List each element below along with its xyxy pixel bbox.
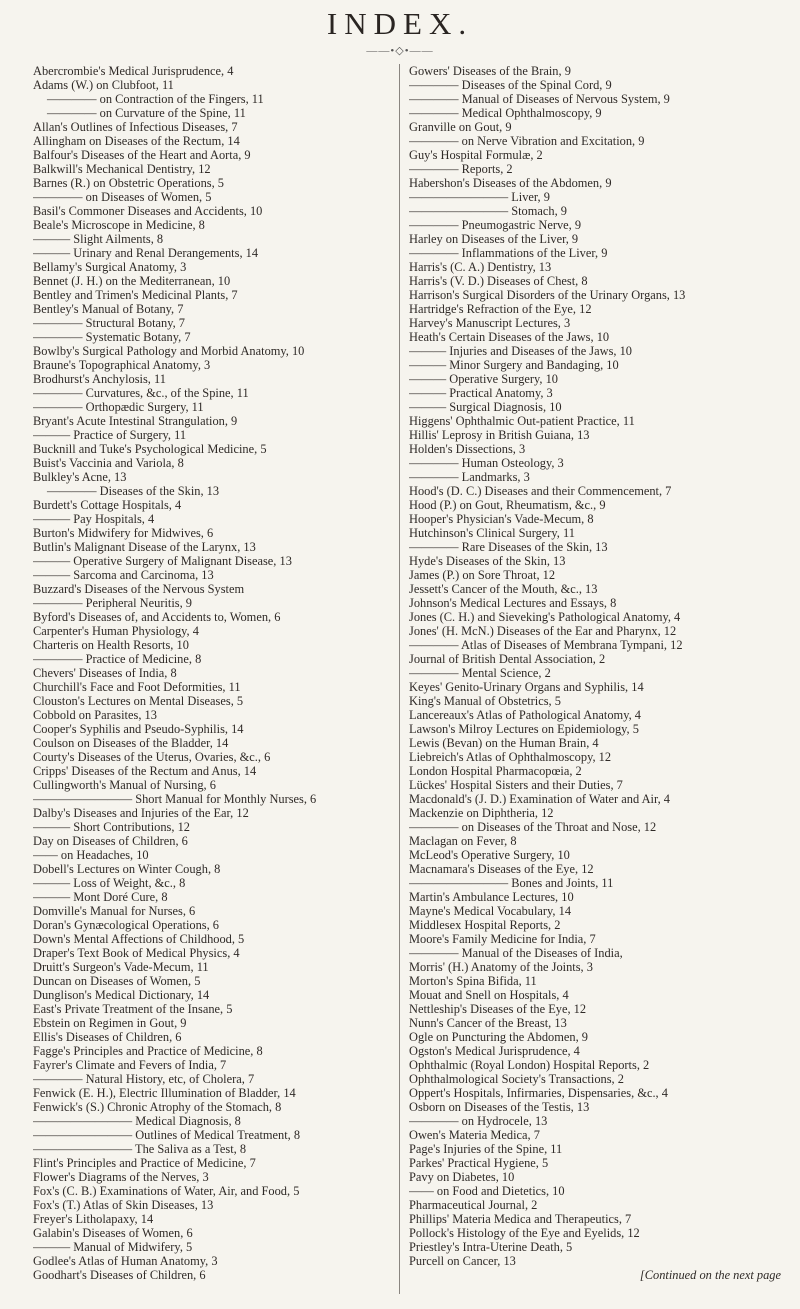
index-entry: ———— Pneumogastric Nerve, 9 xyxy=(409,218,582,232)
index-entry: ———— Practice of Medicine, 8 xyxy=(33,652,202,666)
index-entry: Nunn's Cancer of the Breast, 13 xyxy=(409,1016,567,1030)
index-entry: ———— on Hydrocele, 13 xyxy=(409,1114,548,1128)
title-ornament: ——•◇•—— xyxy=(366,45,434,57)
index-entry: Journal of British Dental Association, 2 xyxy=(409,652,606,666)
index-entry: Nettleship's Diseases of the Eye, 12 xyxy=(409,1002,587,1016)
index-entry: ——— Surgical Diagnosis, 10 xyxy=(409,400,562,414)
index-entry: Hyde's Diseases of the Skin, 13 xyxy=(409,554,566,568)
index-entry: Harley on Diseases of the Liver, 9 xyxy=(409,232,579,246)
index-entry: Pharmaceutical Journal, 2 xyxy=(409,1198,538,1212)
index-entry: ———— Manual of the Diseases of India, xyxy=(409,946,623,960)
index-entry: Bentley's Manual of Botany, 7 xyxy=(33,302,184,316)
index-column-left xyxy=(33,64,393,1282)
index-entry: ——— Urinary and Renal Derangements, 14 xyxy=(33,246,259,260)
index-entry: Liebreich's Atlas of Ophthalmoscopy, 12 xyxy=(409,750,612,764)
index-entry: ——— Manual of Midwifery, 5 xyxy=(33,1240,193,1254)
index-entry: Purcell on Cancer, 13 xyxy=(409,1254,516,1268)
index-entry: McLeod's Operative Surgery, 10 xyxy=(409,848,570,862)
index-entry: Duncan on Diseases of Women, 5 xyxy=(33,974,201,988)
page-title: INDEX. xyxy=(326,6,474,41)
index-entry: Coulson on Diseases of the Bladder, 14 xyxy=(33,736,229,750)
index-entry: Dunglison's Medical Dictionary, 14 xyxy=(33,988,210,1002)
index-entry: ———— Natural History, etc, of Cholera, 7 xyxy=(33,1072,255,1086)
index-entry: Ellis's Diseases of Children, 6 xyxy=(33,1030,182,1044)
index-entry: ——— Mont Doré Cure, 8 xyxy=(33,890,168,904)
index-entry: Habershon's Diseases of the Abdomen, 9 xyxy=(409,176,612,190)
index-entry: Harvey's Manuscript Lectures, 3 xyxy=(409,316,571,330)
index-entry: Churchill's Face and Foot Deformities, 11 xyxy=(33,680,241,694)
index-entry: Bucknill and Tuke's Psychological Medicine, 5 xyxy=(33,442,267,456)
index-entry: Allan's Outlines of Infectious Diseases, 7 xyxy=(33,120,238,134)
index-entry: ——— Operative Surgery of Malignant Disease, 13 xyxy=(33,554,292,568)
column-divider xyxy=(399,64,400,1294)
index-entry: Osborn on Diseases of the Testis, 13 xyxy=(409,1100,590,1114)
index-entry: Guy's Hospital Formulæ, 2 xyxy=(409,148,543,162)
index-entry: ———— Curvatures, &c., of the Spine, 11 xyxy=(33,386,249,400)
index-entry: Lawson's Milroy Lectures on Epidemiology, 5 xyxy=(409,722,639,736)
index-entry: Ophthalmological Society's Transactions, 2 xyxy=(409,1072,624,1086)
index-entry: Mouat and Snell on Hospitals, 4 xyxy=(409,988,569,1002)
index-entry: Balkwill's Mechanical Dentistry, 12 xyxy=(33,162,211,176)
index-entry: Priestley's Intra-Uterine Death, 5 xyxy=(409,1240,573,1254)
index-entry: Dobell's Lectures on Winter Cough, 8 xyxy=(33,862,221,876)
index-entry: Higgens' Ophthalmic Out-patient Practice, 11 xyxy=(409,414,635,428)
index-entry: Fox's (C. B.) Examinations of Water, Air, and Food, 5 xyxy=(33,1184,300,1198)
index-entry: Day on Diseases of Children, 6 xyxy=(33,834,188,848)
index-entry: Charteris on Health Resorts, 10 xyxy=(33,638,189,652)
index-entry: ———— Reports, 2 xyxy=(409,162,513,176)
index-entry: Lückes' Hospital Sisters and their Duties, 7 xyxy=(409,778,623,792)
index-entry: Gowers' Diseases of the Brain, 9 xyxy=(409,64,571,78)
index-entry: ——— Short Contributions, 12 xyxy=(33,820,190,834)
index-entry: Hutchinson's Clinical Surgery, 11 xyxy=(409,526,575,540)
index-entry: ———— Systematic Botany, 7 xyxy=(33,330,191,344)
index-entry: Adams (W.) on Clubfoot, 11 xyxy=(33,78,174,92)
index-entry: Pavy on Diabetes, 10 xyxy=(409,1170,515,1184)
index-entry: Chevers' Diseases of India, 8 xyxy=(33,666,177,680)
index-entry: Flint's Principles and Practice of Medicine, 7 xyxy=(33,1156,256,1170)
index-entry: ———— Manual of Diseases of Nervous System, 9 xyxy=(409,92,670,106)
index-entry: Hillis' Leprosy in British Guiana, 13 xyxy=(409,428,590,442)
index-entry: Butlin's Malignant Disease of the Larynx, 13 xyxy=(33,540,256,554)
index-entry: ———————— Bones and Joints, 11 xyxy=(409,876,614,890)
index-entry: ——— Injuries and Diseases of the Jaws, 10 xyxy=(409,344,632,358)
index-entry: ———————— The Saliva as a Test, 8 xyxy=(33,1142,247,1156)
index-entry: Brodhurst's Anchylosis, 11 xyxy=(33,372,166,386)
index-entry: Ogle on Puncturing the Abdomen, 9 xyxy=(409,1030,588,1044)
index-entry: Moore's Family Medicine for India, 7 xyxy=(409,932,596,946)
index-entry: ——— Operative Surgery, 10 xyxy=(409,372,559,386)
index-entry: Maclagan on Fever, 8 xyxy=(409,834,517,848)
index-entry: East's Private Treatment of the Insane, 5 xyxy=(33,1002,233,1016)
index-entry: Hooper's Physician's Vade-Mecum, 8 xyxy=(409,512,594,526)
index-entry: ———— Mental Science, 2 xyxy=(409,666,551,680)
index-entry: Jones (C. H.) and Sieveking's Pathological Anatomy, 4 xyxy=(409,610,681,624)
index-entry: Owen's Materia Medica, 7 xyxy=(409,1128,540,1142)
index-entry: Jessett's Cancer of the Mouth, &c., 13 xyxy=(409,582,598,596)
index-entry: ———— Peripheral Neuritis, 9 xyxy=(33,596,192,610)
index-entry: Buzzard's Diseases of the Nervous System xyxy=(33,582,245,596)
index-entry: Braune's Topographical Anatomy, 3 xyxy=(33,358,211,372)
index-entry: Cripps' Diseases of the Rectum and Anus, 14 xyxy=(33,764,257,778)
index-entry: Granville on Gout, 9 xyxy=(409,120,512,134)
index-entry: ———— Rare Diseases of the Skin, 13 xyxy=(409,540,608,554)
index-entry: Middlesex Hospital Reports, 2 xyxy=(409,918,561,932)
continued-note: [Continued on the next page xyxy=(639,1268,781,1282)
index-entry: Martin's Ambulance Lectures, 10 xyxy=(409,890,574,904)
index-entry: Lewis (Bevan) on the Human Brain, 4 xyxy=(409,736,599,750)
index-entry: Draper's Text Book of Medical Physics, 4 xyxy=(33,946,240,960)
index-entry: ———— Diseases of the Skin, 13 xyxy=(47,484,220,498)
index-entry: Fenwick's (S.) Chronic Atrophy of the Stomach, 8 xyxy=(33,1100,282,1114)
index-entry: Hood (P.) on Gout, Rheumatism, &c., 9 xyxy=(409,498,606,512)
index-entry: Hartridge's Refraction of the Eye, 12 xyxy=(409,302,592,316)
index-entry: Pollock's Histology of the Eye and Eyelids, 12 xyxy=(409,1226,640,1240)
index-entry: Harrison's Surgical Disorders of the Urinary Organs, 13 xyxy=(409,288,686,302)
index-entry: Flower's Diagrams of the Nerves, 3 xyxy=(33,1170,209,1184)
index-entry: Byford's Diseases of, and Accidents to, Women, 6 xyxy=(33,610,281,624)
index-entry: Clouston's Lectures on Mental Diseases, 5 xyxy=(33,694,244,708)
index-entry: Ogston's Medical Jurisprudence, 4 xyxy=(409,1044,580,1058)
index-entry: ———————— Stomach, 9 xyxy=(409,204,567,218)
index-entry: Galabin's Diseases of Women, 6 xyxy=(33,1226,193,1240)
index-entry: Balfour's Diseases of the Heart and Aorta, 9 xyxy=(33,148,251,162)
index-entry: ———— on Curvature of the Spine, 11 xyxy=(47,106,246,120)
index-entry: Down's Mental Affections of Childhood, 5 xyxy=(33,932,245,946)
index-entry: Morton's Spina Bifida, 11 xyxy=(409,974,537,988)
index-entry: Carpenter's Human Physiology, 4 xyxy=(33,624,199,638)
index-entry: ———— on Nerve Vibration and Excitation, 9 xyxy=(409,134,645,148)
index-entry: Burton's Midwifery for Midwives, 6 xyxy=(33,526,214,540)
index-entry: Parkes' Practical Hygiene, 5 xyxy=(409,1156,549,1170)
index-entry: Allingham on Diseases of the Rectum, 14 xyxy=(33,134,240,148)
index-entry: Burdett's Cottage Hospitals, 4 xyxy=(33,498,182,512)
index-entry: Mackenzie on Diphtheria, 12 xyxy=(409,806,554,820)
index-entry: Bennet (J. H.) on the Mediterranean, 10 xyxy=(33,274,231,288)
index-entry: Ebstein on Regimen in Gout, 9 xyxy=(33,1016,187,1030)
index-entry: Bryant's Acute Intestinal Strangulation, 9 xyxy=(33,414,238,428)
index-entry: Druitt's Surgeon's Vade-Mecum, 11 xyxy=(33,960,209,974)
index-entry: ——— Practice of Surgery, 11 xyxy=(33,428,187,442)
index-entry: ———— Inflammations of the Liver, 9 xyxy=(409,246,608,260)
index-entry: Doran's Gynæcological Operations, 6 xyxy=(33,918,219,932)
index-entry: ———— on Contraction of the Fingers, 11 xyxy=(47,92,264,106)
index-entry: ———— on Diseases of Women, 5 xyxy=(33,190,212,204)
index-entry: ———— Atlas of Diseases of Membrana Tympani, 12 xyxy=(409,638,683,652)
index-entry: ——— Minor Surgery and Bandaging, 10 xyxy=(409,358,619,372)
index-entry: Barnes (R.) on Obstetric Operations, 5 xyxy=(33,176,224,190)
index-entry: Beale's Microscope in Medicine, 8 xyxy=(33,218,205,232)
index-entry: ——— Practical Anatomy, 3 xyxy=(409,386,553,400)
index-column-right xyxy=(409,64,781,1282)
index-entry: Godlee's Atlas of Human Anatomy, 3 xyxy=(33,1254,218,1268)
index-entry: Courty's Diseases of the Uterus, Ovaries, &c., 6 xyxy=(33,750,271,764)
index-entry: Hood's (D. C.) Diseases and their Commencement, 7 xyxy=(409,484,672,498)
index-entry: Oppert's Hospitals, Infirmaries, Dispensaries, &c., 4 xyxy=(409,1086,668,1100)
index-entry: Macdonald's (J. D.) Examination of Water and Air, 4 xyxy=(409,792,670,806)
index-entry: Abercrombie's Medical Jurisprudence, 4 xyxy=(33,64,234,78)
index-entry: ——— Loss of Weight, &c., 8 xyxy=(33,876,186,890)
index-entry: Fagge's Principles and Practice of Medicine, 8 xyxy=(33,1044,263,1058)
index-entry: Morris' (H.) Anatomy of the Joints, 3 xyxy=(409,960,593,974)
index-entry: ——— Pay Hospitals, 4 xyxy=(33,512,155,526)
index-entry: ———————— Outlines of Medical Treatment, 8 xyxy=(33,1128,301,1142)
index-entry: Bulkley's Acne, 13 xyxy=(33,470,127,484)
index-entry: Goodhart's Diseases of Children, 6 xyxy=(33,1268,206,1282)
index-entry: James (P.) on Sore Throat, 12 xyxy=(409,568,556,582)
index-entry: ———————— Liver, 9 xyxy=(409,190,550,204)
index-entry: Cooper's Syphilis and Pseudo-Syphilis, 14 xyxy=(33,722,244,736)
index-entry: Fenwick (E. H.), Electric Illumination of Bladder, 14 xyxy=(33,1086,296,1100)
index-entry: Dalby's Diseases and Injuries of the Ear, 12 xyxy=(33,806,249,820)
index-entry: ———————— Short Manual for Monthly Nurses, 6 xyxy=(33,792,317,806)
index-entry: Fayrer's Climate and Fevers of India, 7 xyxy=(33,1058,227,1072)
index-entry: Bowlby's Surgical Pathology and Morbid Anatomy, 10 xyxy=(33,344,305,358)
index-entry: ———— Human Osteology, 3 xyxy=(409,456,564,470)
index-entry: ———— Diseases of the Spinal Cord, 9 xyxy=(409,78,612,92)
index-entry: Johnson's Medical Lectures and Essays, 8 xyxy=(409,596,617,610)
index-entry: Cullingworth's Manual of Nursing, 6 xyxy=(33,778,216,792)
index-entry: Macnamara's Diseases of the Eye, 12 xyxy=(409,862,594,876)
index-entry: Harris's (C. A.) Dentistry, 13 xyxy=(409,260,552,274)
index-entry: Jones' (H. McN.) Diseases of the Ear and Pharynx, 12 xyxy=(409,624,677,638)
index-entry: ———— Orthopædic Surgery, 11 xyxy=(33,400,204,414)
index-entry: Heath's Certain Diseases of the Jaws, 10 xyxy=(409,330,610,344)
index-entry: Lancereaux's Atlas of Pathological Anatomy, 4 xyxy=(409,708,641,722)
index-entry: Ophthalmic (Royal London) Hospital Reports, 2 xyxy=(409,1058,650,1072)
index-entry: Basil's Commoner Diseases and Accidents, 10 xyxy=(33,204,263,218)
index-entry: Buist's Vaccinia and Variola, 8 xyxy=(33,456,184,470)
index-entry: ——— Slight Ailments, 8 xyxy=(33,232,164,246)
index-entry: Page's Injuries of the Spine, 11 xyxy=(409,1142,563,1156)
index-entry: ———— Structural Botany, 7 xyxy=(33,316,185,330)
index-entry: Fox's (T.) Atlas of Skin Diseases, 13 xyxy=(33,1198,214,1212)
index-entry: Bellamy's Surgical Anatomy, 3 xyxy=(33,260,187,274)
index-entry: —— on Food and Dietetics, 10 xyxy=(409,1184,565,1198)
index-entry: ———— Landmarks, 3 xyxy=(409,470,530,484)
index-entry: Bentley and Trimen's Medicinal Plants, 7 xyxy=(33,288,238,302)
index-entry: Domville's Manual for Nurses, 6 xyxy=(33,904,196,918)
index-entry: Keyes' Genito-Urinary Organs and Syphilis, 14 xyxy=(409,680,644,694)
index-entry: Freyer's Litholapaxy, 14 xyxy=(33,1212,154,1226)
index-entry: ——— Sarcoma and Carcinoma, 13 xyxy=(33,568,214,582)
index-entry: London Hospital Pharmacopœia, 2 xyxy=(409,764,582,778)
index-entry: Mayne's Medical Vocabulary, 14 xyxy=(409,904,572,918)
index-entry: Holden's Dissections, 3 xyxy=(409,442,526,456)
index-entry: ———————— Medical Diagnosis, 8 xyxy=(33,1114,241,1128)
index-entry: Phillips' Materia Medica and Therapeutics, 7 xyxy=(409,1212,632,1226)
index-entry: Cobbold on Parasites, 13 xyxy=(33,708,157,722)
index-entry: Harris's (V. D.) Diseases of Chest, 8 xyxy=(409,274,588,288)
index-entry: ———— on Diseases of the Throat and Nose, 12 xyxy=(409,820,657,834)
index-entry: King's Manual of Obstetrics, 5 xyxy=(409,694,561,708)
index-entry: —— on Headaches, 10 xyxy=(33,848,149,862)
index-entry: ———— Medical Ophthalmoscopy, 9 xyxy=(409,106,602,120)
